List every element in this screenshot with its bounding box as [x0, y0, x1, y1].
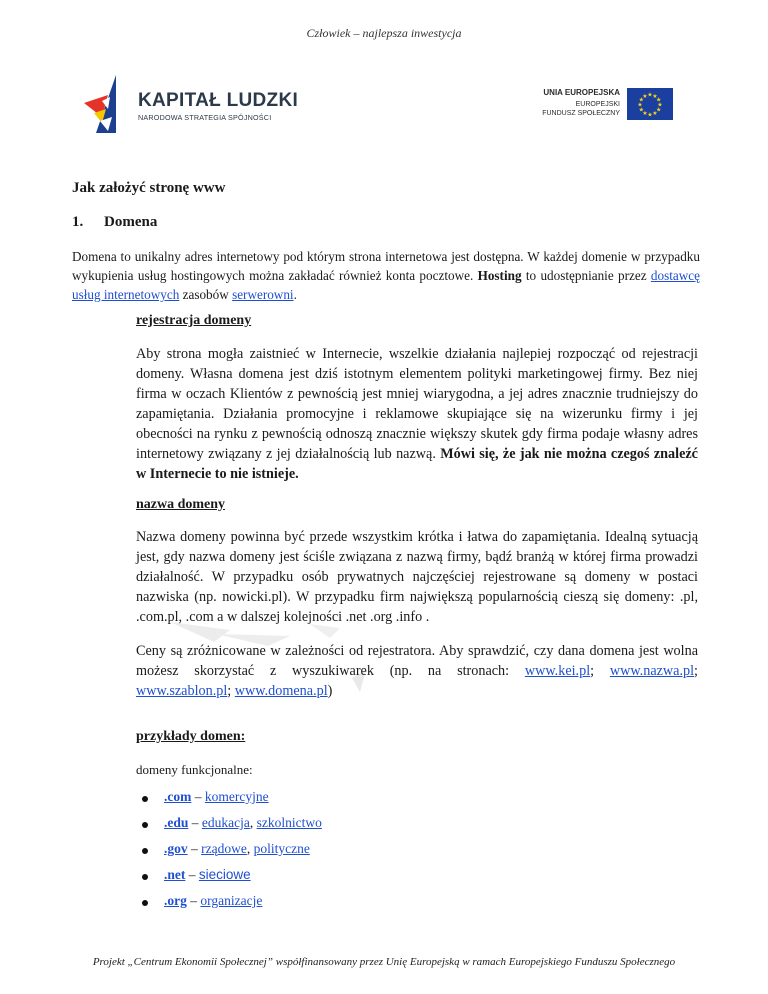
eu-star-icon: ★ [642, 111, 648, 118]
list-item: .net – sieciowe [140, 867, 322, 893]
eu-logo-line1: UNIA EUROPEJSKA [543, 88, 620, 97]
intro-paragraph: Domena to unikalny adres internetowy pod którym strona internetowa jest dostępna. W każdej domenie w przypadku wykupienia usług hostingowych można zakładać również konta pocztowe. Hosting to udostępnianie przez dostawcę usług internetowych zasobów serwerowni. [72, 249, 700, 302]
heading-registration: rejestracja domeny [136, 313, 252, 328]
link-kei[interactable]: www.kei.pl [524, 663, 591, 679]
eu-star-icon: ★ [652, 111, 658, 118]
eu-star-icon: ★ [638, 97, 645, 104]
link-server-room[interactable]: serwerowni [232, 287, 294, 302]
section-title: Domena [104, 214, 158, 230]
desc-link[interactable]: rządowe [201, 841, 247, 856]
document-title: Jak założyć stronę www [72, 180, 226, 196]
registration-paragraph: Aby strona mogła zaistnieć w Internecie, wszelkie działania najlepiej rozpocząć od rejestracji domeny. Własna domena jest dziś istotnym elementem polityki marketingowej firmy. Bez niej firma w oczach Klientów z pewnością jest mniej wiarygodna, a jej adres znacznie trudniejszy do zapamiętania. Działania promocyjne i reklamowe skupiające się na wizerunku firmy i jej obecności na rynku z pewnością odnoszą znacznie większy skutek gdy firma podaje własny adres internetowy związany z jej działalnością lub nazwą. Mówi się, że jak nie można czegoś znaleźć w Internecie to nie istnieje. [136, 346, 698, 482]
eu-star-icon: ★ [647, 92, 653, 99]
prices-paragraph: Ceny są zróżnicowane w zależności od rejestratora. Aby sprawdzić, czy dana domena jest wolna możesz skorzystać z wyszukiwarek (np. na stronach: www.kei.pl; www.nazwa.pl; www.szablon.pl; www.domena.pl) [136, 643, 698, 699]
domain-name-paragraph: Nazwa domeny powinna być przede wszystkim krótka i łatwa do zapamiętania. Idealną sytuacją jest, gdy nazwa domeny jest ściśle związana z nazwą firmy, bądź branżą w której firma prowadzi działalność. W przypadku osób prywatnych najczęściej rejestrowane są domeny w postaci nazwiska (np. nowicki.pl). W przypadku firm największą popularnością cieszą się domeny: .pl, .com.pl, .com a w dalszej kolejności .net .org .info . [136, 529, 698, 625]
list-item: .gov – rządowe, polityczne [140, 841, 322, 867]
footer-text: Projekt „Centrum Ekonomii Społecznej” współfinansowany przez Unię Europejską w ramach Europejskiego Funduszu Społecznego [92, 956, 676, 968]
registration-bold-quote: Mówi się, że jak nie można czegoś znaleźć w Internecie to nie istnieje. [136, 446, 698, 482]
tld-link[interactable]: .net [164, 867, 186, 882]
hosting-term: Hosting [477, 268, 522, 283]
list-item: .edu – edukacja, szkolnictwo [140, 815, 322, 841]
bullet-icon [142, 796, 148, 802]
bullet-icon [142, 822, 148, 828]
bullet-icon [142, 900, 148, 906]
link-nazwa[interactable]: www.nazwa.pl [609, 663, 695, 679]
eu-logo-line3: FUNDUSZ SPOŁECZNY [542, 110, 620, 117]
tld-link[interactable]: .edu [164, 815, 189, 830]
tld-link[interactable]: .com [164, 789, 192, 804]
desc-link[interactable]: edukacja [201, 815, 250, 830]
kapital-ludzki-title: KAPITAŁ LUDZKI [138, 90, 299, 111]
domain-list [140, 789, 322, 919]
bullet-icon [142, 874, 148, 880]
eu-logo-line2: EUROPEJSKI [575, 101, 620, 108]
desc-link[interactable]: organizacje [200, 893, 263, 908]
section-number: 1. [72, 214, 84, 230]
kapital-ludzki-subtitle: NARODOWA STRATEGIA SPÓJNOŚCI [138, 113, 272, 122]
running-header: Człowiek – najlepsza inwestycja [306, 26, 462, 40]
desc-link[interactable]: sieciowe [198, 867, 251, 882]
eu-star-icon: ★ [657, 102, 663, 109]
link-domena[interactable]: www.domena.pl [234, 683, 328, 699]
desc-link[interactable]: komercyjne [204, 789, 269, 804]
bullet-icon [142, 848, 148, 854]
tld-link[interactable]: .org [164, 893, 187, 908]
desc-link[interactable]: polityczne [253, 841, 310, 856]
heading-domain-name: nazwa domeny [136, 497, 226, 512]
eu-star-icon: ★ [647, 112, 653, 119]
eu-flag-icon [627, 88, 673, 120]
kapital-ludzki-emblem-icon [82, 73, 142, 135]
heading-domain-examples: przykłady domen: [136, 729, 246, 744]
eu-star-icon: ★ [637, 102, 643, 109]
desc-link[interactable]: szkolnictwo [256, 815, 322, 830]
eu-star-icon: ★ [642, 93, 648, 100]
link-szablon[interactable]: www.szablon.pl [136, 683, 228, 699]
list-item: .org – organizacje [140, 893, 322, 919]
eu-star-icon: ★ [655, 97, 662, 104]
link-service-provider[interactable]: dostawcę usług internetowych [72, 268, 700, 302]
functional-domains-label: domeny funkcjonalne: [136, 762, 253, 777]
eu-star-icon: ★ [655, 107, 662, 114]
eu-star-icon: ★ [652, 93, 658, 100]
tld-link[interactable]: .gov [164, 841, 188, 856]
list-item: .com – komercyjne [140, 789, 322, 815]
eu-star-icon: ★ [638, 107, 645, 114]
